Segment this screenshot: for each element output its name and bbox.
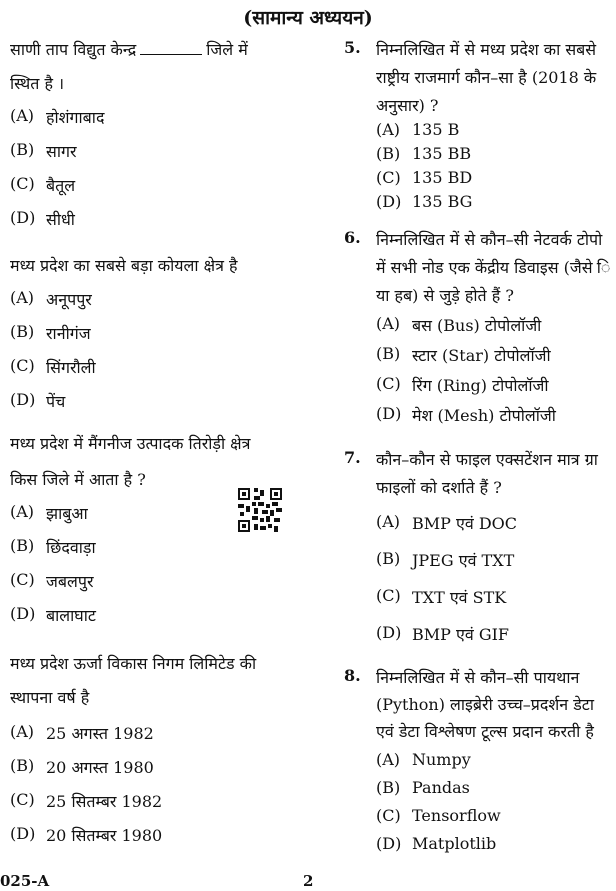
- q3-text: मध्य प्रदेश में मैंगनीज उत्पादक तिरोड़ी क्षेत्र: [10, 434, 251, 453]
- q2-text: मध्य प्रदेश का सबसे बड़ा कोयला क्षेत्र है: [10, 256, 238, 275]
- q8-option-b: (B) Pandas: [376, 778, 470, 797]
- q2-option-b: (B) रानीगंज: [10, 322, 91, 343]
- q5-option-b: (B) 135 BB: [376, 144, 472, 163]
- q3-text-line2: किस जिले में आता है ?: [10, 470, 146, 489]
- q8-option-a: (A) Numpy: [376, 750, 471, 769]
- q7-option-d: (D) BMP एवं GIF: [376, 623, 510, 644]
- q1-text-line2: स्थित है ।: [10, 74, 65, 93]
- q2-option-a: (A) अनूपपुर: [10, 288, 92, 309]
- q5: 5. निम्नलिखित में से मध्य प्रदेश का सबसे राष्ट्रीय राजमार्ग कौन–सा है (2018 के अनुसार) ? (A) 135 B (B) 135 BB (C) 135 BD (D) 135 BG: [344, 38, 596, 216]
- q4-option-c: (C) 25 सितम्बर 1982: [10, 790, 163, 811]
- q8-option-c: (C) Tensorflow: [376, 806, 501, 825]
- q3-option-d: (D) बालाघाट: [10, 604, 96, 625]
- q6-option-c: (C) रिंग (Ring) टोपोलॉजी: [376, 374, 549, 395]
- q5-option-a: (A) 135 B: [376, 120, 460, 139]
- q3-option-c: (C) जबलपुर: [10, 570, 94, 591]
- paper-code: 025-A: [0, 872, 50, 890]
- q3-option-b: (B) छिंदवाड़ा: [10, 536, 96, 557]
- q4-text: मध्य प्रदेश ऊर्जा विकास निगम लिमिटेड की: [10, 654, 257, 673]
- q5-option-c: (C) 135 BD: [376, 168, 473, 187]
- q1-option-c: (C) बैतूल: [10, 174, 76, 195]
- q4-option-b: (B) 20 अगस्त 1980: [10, 756, 154, 777]
- q4-option-d: (D) 20 सितम्बर 1980: [10, 824, 163, 845]
- q7-option-c: (C) TXT एवं STK: [376, 586, 507, 607]
- q6-option-a: (A) बस (Bus) टोपोलॉजी: [376, 314, 542, 335]
- page-number: 2: [303, 872, 314, 890]
- q4-text-line2: स्थापना वर्ष है: [10, 688, 90, 707]
- q6-option-d: (D) मेश (Mesh) टोपोलॉजी: [376, 404, 556, 425]
- q8: 8. निम्नलिखित में से कौन–सी पायथान (Python) लाइब्रेरी उच्च–प्रदर्शन डेटा एवं डेटा विश्लेषण टूल्स प्रदान करती है (A) Numpy (B) Pandas (C) Tensorflow (D) Matplotlib: [344, 666, 594, 862]
- q2-option-d: (D) पेंच: [10, 390, 66, 411]
- q7-option-a: (A) BMP एवं DOC: [376, 512, 518, 533]
- qr-code-icon: [238, 488, 282, 532]
- section-title: (सामान्य अध्ययन): [243, 7, 373, 29]
- q6-option-b: (B) स्टार (Star) टोपोलॉजी: [376, 344, 551, 365]
- q2-option-c: (C) सिंगरौली: [10, 356, 96, 377]
- q7: 7. कौन–कौन से फाइल एक्सटेंशन मात्र ग्रा फाइलों को दर्शाते हैं ? (A) BMP एवं DOC (B) JPEG एवं TXT (C) TXT एवं STK (D) BMP एवं GIF: [344, 448, 598, 660]
- q3-option-a: (A) झाबुआ: [10, 502, 88, 523]
- q1-option-d: (D) सीधी: [10, 208, 75, 229]
- q1-option-b: (B) सागर: [10, 140, 77, 161]
- q5-option-d: (D) 135 BG: [376, 192, 473, 211]
- q1-option-a: (A) होशंगाबाद: [10, 106, 105, 127]
- q8-option-d: (D) Matplotlib: [376, 834, 497, 853]
- q1-text: साणी ताप विद्युत केन्द्र जिले में: [10, 40, 248, 59]
- q6: 6. निम्नलिखित में से कौन–सी नेटवर्क टोपो में सभी नोड एक केंद्रीय डिवाइस (जैसे ि या हब) से जुड़े होते हैं ? (A) बस (Bus) टोपोलॉजी (B) स्टार (Star) टोपोलॉजी (C) रिंग (Ring) टोपोलॉजी (D) मेश (Mesh) टोपोलॉजी: [344, 228, 610, 434]
- answer-blank: [140, 54, 202, 55]
- q7-option-b: (B) JPEG एवं TXT: [376, 549, 515, 570]
- q4-option-a: (A) 25 अगस्त 1982: [10, 722, 154, 743]
